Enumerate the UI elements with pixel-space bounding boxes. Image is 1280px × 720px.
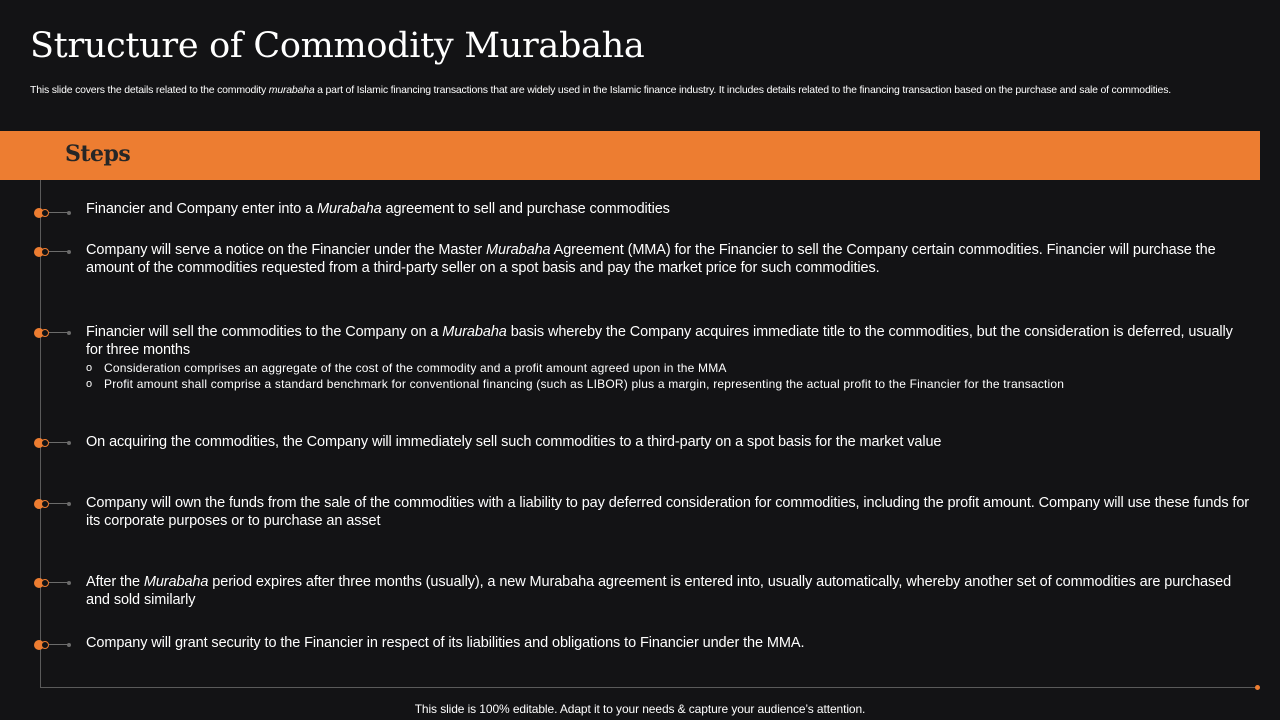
step-marker-icon (34, 577, 74, 589)
step-text-before: On acquiring the commodities, the Company will immediately sell such commodities to a third-party on a spot basis for the market value (86, 434, 942, 450)
step-text-before: After the (86, 574, 144, 590)
steps-banner-label: Steps (65, 141, 131, 167)
step-text-1 (86, 200, 1251, 218)
step-subpoint-list (86, 360, 1251, 392)
step-text-5 (86, 494, 1251, 530)
step-text-italic: Murabaha (442, 324, 507, 340)
steps-banner (0, 131, 1260, 180)
step-text-after: agreement to sell and purchase commodities (381, 201, 670, 217)
step-subpoint: o Consideration comprises an aggregate of the cost of the commodity and a profit amount agreed upon in the MMA (86, 361, 727, 375)
step-marker-icon (34, 327, 74, 339)
step-text-4 (86, 433, 1251, 451)
step-text-6 (86, 573, 1251, 609)
step-subpoint: o Profit amount shall comprise a standard benchmark for conventional financing (such as LIBOR) plus a margin, representing the actual profit to the Financier for the transaction (86, 377, 1065, 391)
step-text-italic: Murabaha (317, 201, 382, 217)
footer-note: This slide is 100% editable. Adapt it to your needs & capture your audience’s attention. (414, 702, 866, 716)
step-text-after: Agreement (MMA) for the Financier to sell the Company certain commodities. Financier will purchase the amount of the commodities requested from a third-party seller on a spot basis and pay the market price for such commodities. (86, 242, 1216, 276)
step-text-after: basis whereby the Company acquires immediate title to the commodities, but the consideration is deferred, usually for three months (86, 324, 1233, 358)
step-text-before: Company will serve a notice on the Financier under the Master (86, 242, 486, 258)
step-text-before: Company will own the funds from the sale of the commodities with a liability to pay deferred consideration for commodities, including the profit amount. Company will use these funds for its corporate purposes or to purchase an asset (86, 495, 1250, 529)
subtitle-text-before: This slide covers the details related to the commodity (30, 84, 269, 96)
step-text-before: Financier will sell the commodities to the Company on a (86, 324, 443, 340)
step-text-after: period expires after three months (usually), a new Murabaha agreement is entered into, usually automatically, whereby another set of commodities are purchased and sold similarly (86, 574, 1232, 608)
step-text-italic: Murabaha (143, 574, 209, 590)
page-subtitle (30, 84, 1230, 97)
step-marker-icon (34, 437, 74, 449)
step-text-2 (86, 241, 1251, 277)
step-text-3 (86, 323, 1251, 392)
subtitle-text-after: a part of Islamic financing transactions that are widely used in the Islamic finance industry. It includes details related to the financing transaction based on the purchase and sale of commodities. (314, 84, 1171, 96)
step-text-before: Company will grant security to the Financier in respect of its liabilities and obligations to Financier under the MMA. (86, 635, 805, 651)
timeline-bottom-line (40, 687, 1258, 688)
timeline-end-dot (1255, 685, 1260, 690)
step-marker-icon (34, 639, 74, 651)
step-marker-icon (34, 246, 74, 258)
step-text-7 (86, 634, 1251, 652)
step-marker-icon (34, 207, 74, 219)
subtitle-text-italic: murabaha (268, 84, 315, 96)
hollow-bullet-icon: o (86, 378, 93, 390)
step-text-italic: Murabaha (486, 242, 551, 258)
step-text-before: Financier and Company enter into a (86, 201, 318, 217)
hollow-bullet-icon: o (86, 362, 93, 374)
page-title: Structure of Commodity Murabaha (30, 26, 645, 66)
step-marker-icon (34, 498, 74, 510)
